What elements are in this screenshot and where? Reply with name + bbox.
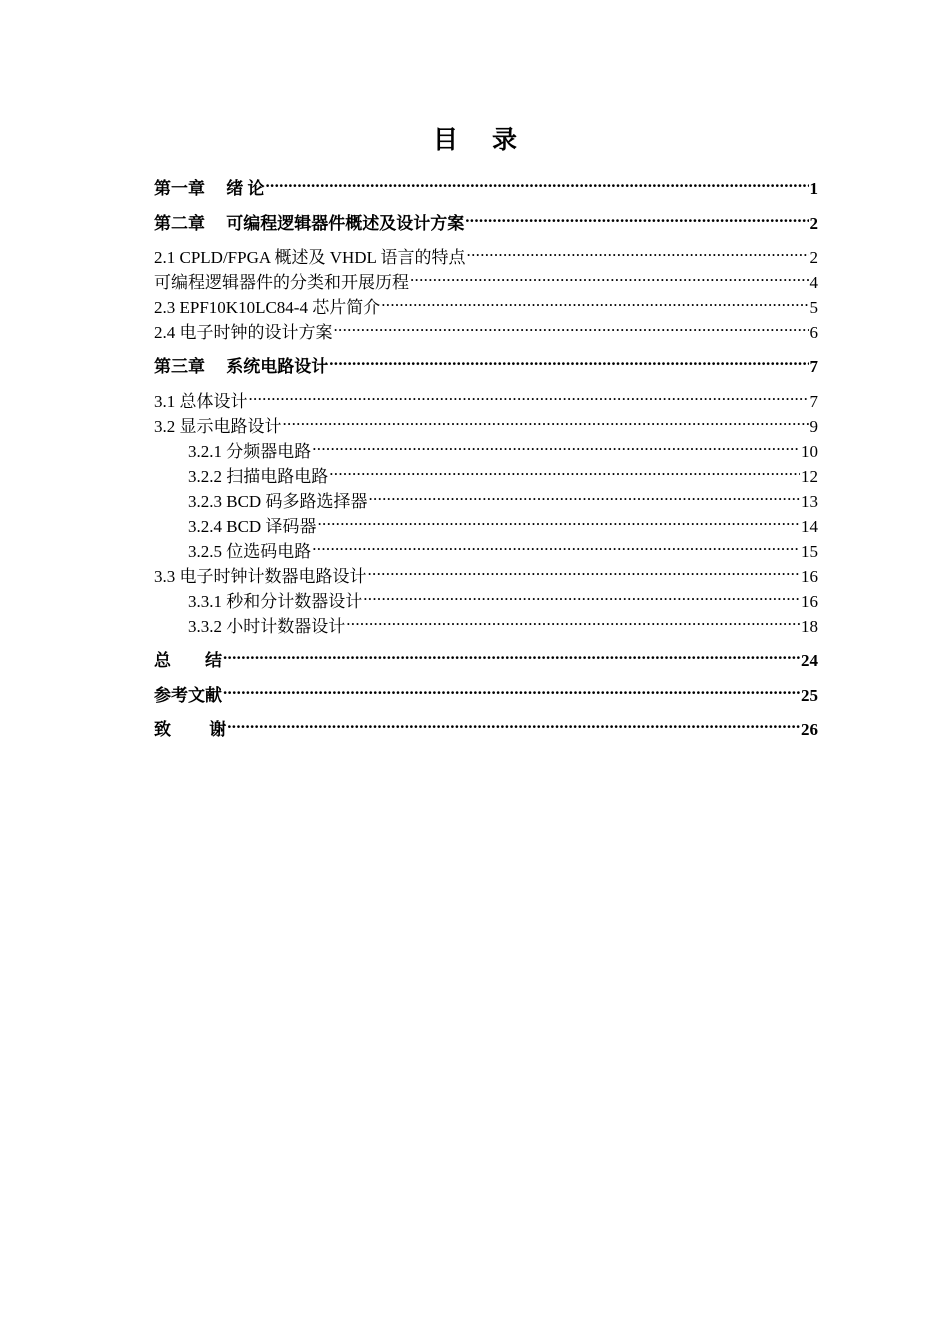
toc-entry-page: 13 bbox=[801, 492, 818, 511]
toc-entry-page: 2 bbox=[809, 248, 818, 267]
toc-entry-chapter-1[interactable] bbox=[154, 172, 818, 200]
toc-entry-page: 26 bbox=[801, 720, 818, 739]
dot-leader bbox=[381, 291, 808, 313]
toc-entry-3-2[interactable] bbox=[154, 410, 818, 438]
dot-leader bbox=[312, 535, 800, 557]
dot-leader bbox=[223, 644, 800, 666]
toc-entry-label: 3.2 显示电路设计 bbox=[154, 417, 282, 436]
toc-entry-page: 4 bbox=[809, 273, 818, 292]
dot-leader bbox=[334, 316, 809, 338]
toc-entry-label: 第一章 绪 论 bbox=[154, 179, 265, 198]
toc-entry-references[interactable] bbox=[154, 679, 818, 707]
toc-entry-page: 16 bbox=[801, 567, 818, 586]
dot-leader bbox=[312, 435, 800, 457]
dot-leader bbox=[223, 679, 800, 701]
toc-entry-page: 5 bbox=[809, 298, 818, 317]
title-part-2: 录 bbox=[492, 127, 518, 154]
toc-entry-chapter-3[interactable] bbox=[154, 350, 818, 378]
toc-entry-page: 6 bbox=[809, 323, 818, 342]
toc-entry-label: 3.2.3 BCD 码多路选择器 bbox=[188, 492, 368, 511]
dot-leader bbox=[317, 510, 800, 532]
dot-leader bbox=[249, 385, 809, 407]
toc-entry-page: 7 bbox=[809, 392, 818, 411]
toc-entry-page: 25 bbox=[801, 686, 818, 705]
toc-entry-page: 2 bbox=[809, 214, 818, 233]
toc-entry-label: 3.3.2 小时计数器设计 bbox=[188, 617, 346, 636]
toc-entry-label: 3.2.1 分频器电路 bbox=[188, 442, 312, 461]
toc-entry-3-2-3[interactable] bbox=[188, 485, 818, 513]
toc-entry-label: 3.2.4 BCD 译码器 bbox=[188, 517, 317, 536]
dot-leader bbox=[329, 460, 800, 482]
dot-leader bbox=[368, 485, 800, 507]
toc-entry-3-3-1[interactable] bbox=[188, 585, 818, 613]
toc-entry-page: 1 bbox=[809, 179, 818, 198]
toc-entry-3-2-5[interactable] bbox=[188, 535, 818, 563]
toc-entry-page: 7 bbox=[809, 357, 818, 376]
toc-entry-page: 14 bbox=[801, 517, 818, 536]
page-title bbox=[0, 124, 950, 158]
toc-entry-label: 可编程逻辑器件的分类和开展历程 bbox=[154, 273, 409, 292]
toc-entry-label: 3.3.1 秒和分计数器设计 bbox=[188, 592, 363, 611]
toc-entry-page: 16 bbox=[801, 592, 818, 611]
toc-entry-2-1[interactable] bbox=[154, 241, 818, 269]
dot-leader bbox=[329, 350, 808, 372]
toc-entry-2-4[interactable] bbox=[154, 316, 818, 344]
toc-entry-label: 总 结 bbox=[154, 651, 222, 670]
toc-entry-label: 参考文献 bbox=[154, 686, 222, 705]
toc-entry-summary[interactable] bbox=[154, 644, 818, 672]
toc-entry-2-2[interactable] bbox=[154, 266, 818, 294]
toc-entry-page: 9 bbox=[809, 417, 818, 436]
title-part-1: 目 bbox=[432, 127, 458, 154]
toc-entry-label: 3.2.5 位选码电路 bbox=[188, 542, 312, 561]
toc-entry-2-3[interactable] bbox=[154, 291, 818, 319]
toc-entry-label: 第二章 可编程逻辑器件概述及设计方案 bbox=[154, 214, 465, 233]
toc-entry-chapter-2[interactable] bbox=[154, 207, 818, 235]
dot-leader bbox=[346, 610, 800, 632]
toc-entry-3-2-4[interactable] bbox=[188, 510, 818, 538]
dot-leader bbox=[368, 560, 801, 582]
toc-entry-acknowledgements[interactable] bbox=[154, 713, 818, 741]
dot-leader bbox=[467, 241, 809, 263]
toc-entry-label: 2.4 电子时钟的设计方案 bbox=[154, 323, 333, 342]
toc-entry-3-1[interactable] bbox=[154, 385, 818, 413]
dot-leader bbox=[227, 713, 800, 735]
toc-entry-page: 15 bbox=[801, 542, 818, 561]
toc-entry-page: 24 bbox=[801, 651, 818, 670]
toc-entry-3-3-2[interactable] bbox=[188, 610, 818, 638]
dot-leader bbox=[363, 585, 800, 607]
dot-leader bbox=[410, 266, 809, 288]
dot-leader bbox=[266, 172, 809, 194]
toc-entry-label: 3.3 电子时钟计数器电路设计 bbox=[154, 567, 367, 586]
dot-leader bbox=[283, 410, 809, 432]
toc-entry-label: 2.3 EPF10K10LC84-4 芯片简介 bbox=[154, 298, 381, 317]
toc-entry-page: 10 bbox=[801, 442, 818, 461]
dot-leader bbox=[465, 207, 808, 229]
toc-entry-3-3[interactable] bbox=[154, 560, 818, 588]
toc-entry-label: 2.1 CPLD/FPGA 概述及 VHDL 语言的特点 bbox=[154, 248, 466, 267]
toc-entry-label: 致 谢 bbox=[154, 720, 227, 739]
toc-entry-3-2-2[interactable] bbox=[188, 460, 818, 488]
toc-entry-label: 第三章 系统电路设计 bbox=[154, 357, 329, 376]
toc-entry-label: 3.2.2 扫描电路电路 bbox=[188, 467, 329, 486]
toc-entry-3-2-1[interactable] bbox=[188, 435, 818, 463]
toc-entry-page: 12 bbox=[801, 467, 818, 486]
toc-entry-page: 18 bbox=[801, 617, 818, 636]
toc-entry-label: 3.1 总体设计 bbox=[154, 392, 248, 411]
